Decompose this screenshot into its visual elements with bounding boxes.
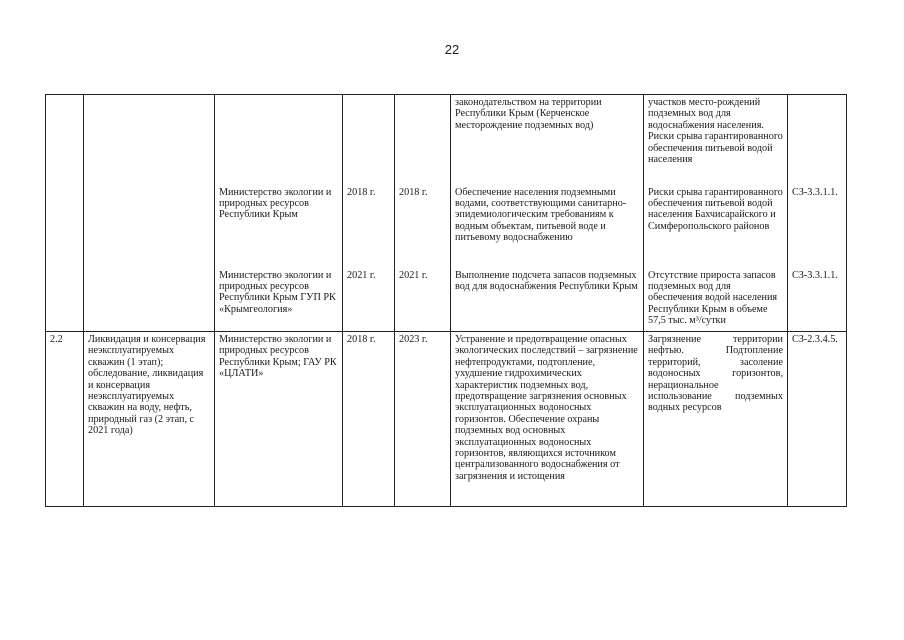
cell-action	[84, 185, 215, 268]
cell-start: 2018 г.	[343, 185, 395, 268]
table-row	[46, 95, 847, 185]
cell-result: Обеспечение населения подземными водами, соответствующими санитарно-эпидемиологическим требованиям к водным объектам, питьевой воде и питьевому водоснабжению	[451, 185, 644, 268]
measures-table	[45, 94, 847, 507]
cell-num: 2.2	[46, 332, 84, 507]
cell-executor: Министерство экологии и природных ресурсов Республики Крым	[215, 185, 343, 268]
table-row	[46, 332, 847, 507]
cell-result: Выполнение подсчета запасов подземных вод для водоснабжения Республики Крым	[451, 268, 644, 332]
cell-code	[788, 95, 847, 185]
page-number: 22	[444, 42, 460, 57]
cell-result: законодательством на территории Республики Крым (Керченское месторождение подземных вод)	[451, 95, 644, 185]
cell-risks: Загрязнение территории нефтью. Подтопление территорий, засоление водоносных горизонтов, нерациональное использование подземных водных ресурсов	[644, 332, 788, 507]
cell-code: СЗ-3.3.1.1.	[788, 185, 847, 268]
cell-num	[46, 185, 84, 268]
cell-num	[46, 268, 84, 332]
cell-start: 2021 г.	[343, 268, 395, 332]
cell-start	[343, 95, 395, 185]
cell-executor	[215, 95, 343, 185]
cell-num	[46, 95, 84, 185]
cell-executor: Министерство экологии и природных ресурсов Республики Крым; ГАУ РК «ЦЛАТИ»	[215, 332, 343, 507]
cell-action: Ликвидация и консервация неэксплуатируемых скважин (1 этап); обследование, ликвидация и консервация неэксплуатируемых скважин на воду, нефть, природный газ (2 этап, с 2021 года)	[84, 332, 215, 507]
cell-end: 2021 г.	[395, 268, 451, 332]
cell-start: 2018 г.	[343, 332, 395, 507]
cell-risks: Риски срыва гарантированного обеспечения питьевой водой населения Бахчисарайского и Симферопольского районов	[644, 185, 788, 268]
cell-action	[84, 95, 215, 185]
cell-code: СЗ-3.3.1.1.	[788, 268, 847, 332]
cell-action	[84, 268, 215, 332]
risks-text: Отсутствие прироста запасов подземных вод для обеспечения водой населения Республики Крым в объеме 57,5 тыс. м³/сутки	[648, 269, 778, 327]
cell-risks	[644, 268, 788, 332]
table-row	[46, 268, 847, 332]
cell-end	[395, 95, 451, 185]
cell-risks: участков место-рождений подземных вод для водоснабжения населения. Риски срыва гарантированного обеспечения питьевой водой населения	[644, 95, 788, 185]
table-row	[46, 185, 847, 268]
cell-executor: Министерство экологии и природных ресурсов Республики Крым ГУП РК «Крымгеология»	[215, 268, 343, 332]
cell-end: 2023 г.	[395, 332, 451, 507]
cell-result: Устранение и предотвращение опасных экологических последствий – загрязнение нефтепродуктами, подтопление, ухудшение гидрохимических характеристик подземных вод, предотвращение загрязнения основных эксплуатационных водоносных горизонтов. Обеспечение охраны подземных вод основных эксплуатационных водоносных горизонтов, являющихся источником централизованного водоснабжения от загрязнения и истощения	[451, 332, 644, 507]
cell-code: СЗ-2.3.4.5.	[788, 332, 847, 507]
cell-end: 2018 г.	[395, 185, 451, 268]
